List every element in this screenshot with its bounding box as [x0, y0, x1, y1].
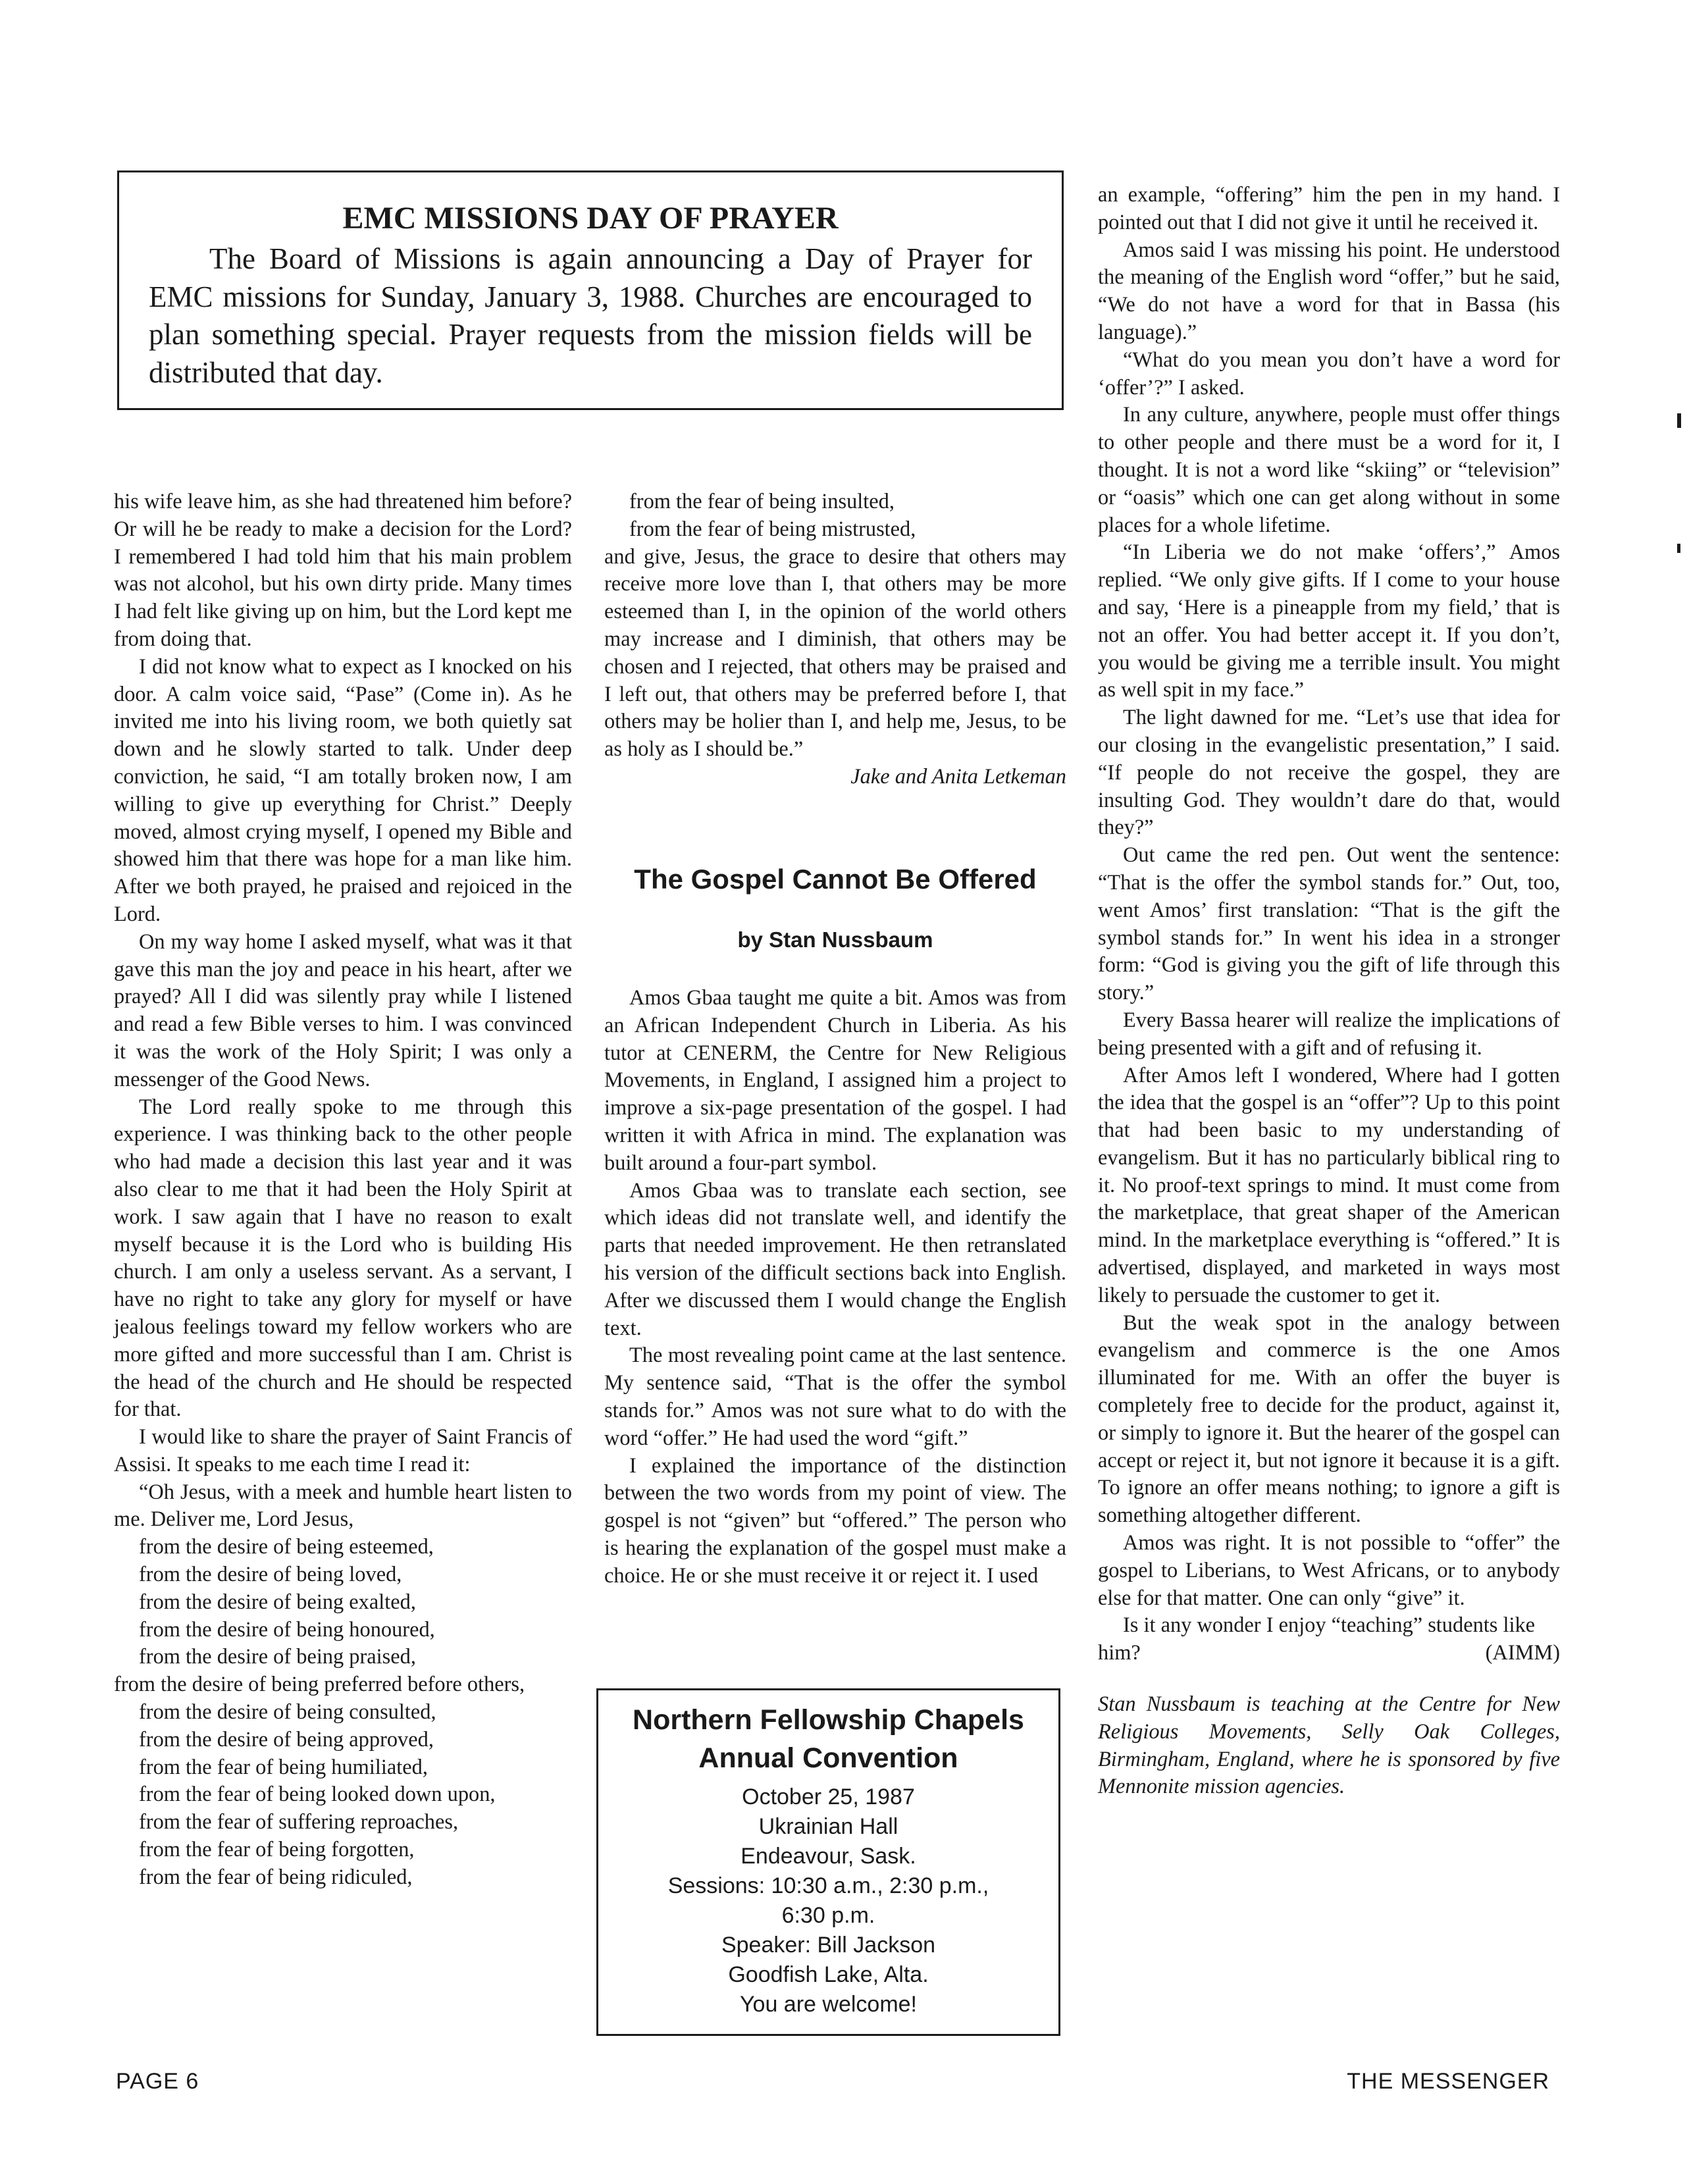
ad-line: Speaker: Bill Jackson: [721, 1933, 936, 1958]
paragraph: The light dawned for me. “Let’s use that idea for our closing in the evangelistic presentation,” I said. “If people do not receive the gospel, they are insulting God. They wouldn’t dare do that, would they?”: [1098, 706, 1560, 840]
ad-line: You are welcome!: [739, 1992, 917, 2017]
paragraph: The Lord really spoke to me through this experience. I was thinking back to the other people who had made a decision this last year and it was also clear to me that it had been the Holy Spirit at work. I saw again that I have no reason to exalt myself because it is the Lord who is building His church. I am only a useless servant. As a servant, I have no right to take any glory for myself or have jealous feelings toward my fellow workers who are more gifted and more successful than I am. Christ is the head of the church and He should be respected for that.: [114, 1095, 572, 1422]
paragraph: Amos was right. It is not possible to “offer” the gospel to Liberians, to West Africans, or to anybody else for that matter. One can only “give” it.: [1098, 1531, 1560, 1610]
paragraph: “In Liberia we do not make ‘offers’,” Amos replied. “We only give gifts. If I come to your house and say, ‘Here is a pineapple from my field,’ that is not an offer. You had better accept it. If you don’t, you would be giving me a terrible insult. You might as well spit in my face.”: [1098, 540, 1560, 702]
column-left: [114, 488, 572, 1892]
prayer-line: from the desire of being preferred before others,: [114, 1673, 525, 1697]
announcement-box: [117, 170, 1064, 410]
prayer-line: from the fear of being mistrusted,: [629, 517, 916, 541]
prayer-line: from the fear of suffering reproaches,: [139, 1810, 459, 1834]
article-byline: by Stan Nussbaum: [737, 927, 933, 952]
paragraph-text: Is it any wonder I enjoy “teaching” students like him?: [1098, 1613, 1536, 1665]
prayer-line: from the fear of being humiliated,: [139, 1755, 428, 1779]
prayer-line: from the desire of being esteemed,: [139, 1535, 434, 1559]
paragraph: Amos Gbaa was to translate each section, see which ideas did not translate well, and identify the parts that needed improvement. He then retranslated his version of the difficult sections back into English. After we discussed them I would change the English text.: [604, 1178, 1066, 1340]
paragraph: On my way home I asked myself, what was it that gave this man the joy and peace in his heart, after we prayed? All I did was silently pray while I listened and read a few Bible verses to him. I was convinced it was the work of the Holy Spirit; I was only a messenger of the Good News.: [114, 929, 572, 1091]
column-middle: [604, 488, 1066, 791]
ad-title: Northern Fellowship Chapels Annual Convention: [633, 1704, 1024, 1774]
prayer-line: from the fear of being looked down upon,: [139, 1782, 496, 1807]
ad-line: 6:30 p.m.: [781, 1903, 875, 1928]
prayer-ending: and give, Jesus, the grace to desire that others may receive more love than I, that others may be more esteemed than I, in the opinion of the world others may increase and I diminish, that others may be chosen and I rejected, that others may be praised and I left out, that others may be preferred before I, that others may be holier than I, and help me, Jesus, to be as holy as I should be.”: [604, 544, 1066, 762]
prayer-line: from the desire of being praised,: [139, 1645, 416, 1669]
article-title: The Gospel Cannot Be Offered: [634, 864, 1037, 895]
source-tag: (AIMM): [1485, 1641, 1560, 1665]
paragraph: Amos Gbaa taught me quite a bit. Amos was from an African Independent Church in Liberia. As his tutor at CENERM, the Centre for New Religious Movements, in England, I assigned him a project to improve a six-page presentation of the gospel. I had written it with Africa in mind. The explanation was built around a four-part symbol.: [604, 986, 1066, 1175]
paragraph: an example, “offering” him the pen in my hand. I pointed out that I did not give it until he received it.: [1098, 183, 1560, 234]
prayer-line: from the fear of being insulted,: [629, 490, 895, 513]
column-middle-article: [604, 985, 1066, 1590]
page-number: PAGE 6: [116, 2069, 199, 2094]
ad-line: Goodfish Lake, Alta.: [728, 1962, 929, 1987]
paragraph: I explained the importance of the distinction between the two words from my point of view. The gospel is not “given” but “offered.” The person who is hearing the explanation of the gospel must make a choice. He or she must receive it or reject it. I used: [604, 1453, 1066, 1588]
ad-line: October 25, 1987: [742, 1784, 915, 1809]
ad-line: Endeavour, Sask.: [741, 1844, 916, 1869]
prayer-line: from the desire of being loved,: [139, 1563, 402, 1587]
prayer-line: from the desire of being honoured,: [139, 1617, 435, 1642]
paragraph: Every Bassa hearer will realize the implications of being presented with a gift and of refusing it.: [1098, 1008, 1560, 1060]
paragraph: Amos said I was missing his point. He understood the meaning of the English word “offer,” but he said, “We do not have a word for that in Bassa (his language).”: [1098, 238, 1560, 344]
column-right: [1098, 182, 1560, 1801]
paragraph: “What do you mean you don’t have a word for ‘offer’?” I asked.: [1098, 348, 1560, 400]
prayer-line: from the desire of being approved,: [139, 1727, 434, 1752]
prayer-line: from the desire of being exalted,: [139, 1590, 416, 1614]
scan-edge-mark: [1677, 544, 1680, 553]
paragraph: In any culture, anywhere, people must offer things to other people and there must be a word for it, I thought. It is not a word like “skiing” or “television” or “oasis” which one can get along without in some places for a whole lifetime.: [1098, 403, 1560, 537]
author-bio: Stan Nussbaum is teaching at the Centre for New Religious Movements, Selly Oak Colleges, Birmingham, England, where he is sponsored by five Mennonite mission agencies.: [1098, 1692, 1560, 1799]
paragraph: I would like to share the prayer of Saint Francis of Assisi. It speaks to me each time I read it:: [114, 1425, 572, 1476]
convention-ad-box: [596, 1688, 1060, 2036]
scan-edge-mark: [1677, 413, 1681, 428]
paragraph: But the weak spot in the analogy between evangelism and commerce is the one Amos illuminated for me. With an offer the buyer is completely free to decide for the product, against it, or simply to ignore it. But the hearer of the gospel can accept or reject it, but not ignore it because it is a gift. To ignore an offer means nothing; to ignore a gift is something altogether different.: [1098, 1311, 1560, 1528]
prayer-line: from the fear of being ridiculed,: [139, 1865, 413, 1889]
prayer-line: from the fear of being forgotten,: [139, 1838, 415, 1862]
paragraph: After Amos left I wondered, Where had I gotten the idea that the gospel is an “offer”? Up to this point that had been basic to my understanding of evangelism. But it has no particularly biblical ring to it. No proof-text springs to mind. It must come from the marketplace, that great shaper of the American mind. In the marketplace everything is “offered.” It is advertised, displayed, and marketed in ways most likely to persuade the customer to get it.: [1098, 1063, 1560, 1307]
paragraph: I did not know what to expect as I knocked on his door. A calm voice said, “Pase” (Come in). As he invited me into his living room, we both quietly sat down and he slowly started to talk. Under deep conviction, he said, “I am totally broken now, I am willing to give up everything for Christ.” Deeply moved, almost crying myself, I opened my Bible and showed him that there was hope for a man like him. After we both prayed, he praised and rejoiced in the Lord.: [114, 654, 572, 926]
paragraph: Out came the red pen. Out went the sentence: “That is the offer the symbol stands for.” Out, too, went Amos’ first translation: “That is the gift the symbol stands for.” In went his idea in a stronger form: “God is giving you the gift of life through this story.”: [1098, 843, 1560, 1005]
signature: Jake and Anita Letkeman: [850, 764, 1066, 789]
ad-line: Sessions: 10:30 a.m., 2:30 p.m.,: [667, 1873, 989, 1898]
paragraph: The most revealing point came at the last sentence. My sentence said, “That is the offer the symbol stands for.” Amos was not sure what to do with the word “offer.” He had used the word “gift.”: [604, 1343, 1066, 1450]
prayer-line: from the desire of being consulted,: [139, 1700, 436, 1725]
paragraph: [1098, 1612, 1560, 1667]
announcement-body: The Board of Missions is again announcing a Day of Prayer for EMC missions for Sunday, January 3, 1988. Churches are encouraged to plan something special. Prayer requests from the mission fields will be distributed that day.: [149, 242, 1032, 389]
ad-line: Ukrainian Hall: [758, 1814, 898, 1839]
paragraph: “Oh Jesus, with a meek and humble heart listen to me. Deliver me, Lord Jesus,: [114, 1480, 572, 1532]
publication-name: THE MESSENGER: [1347, 2069, 1549, 2094]
announcement-heading: EMC MISSIONS DAY OF PRAYER: [342, 201, 839, 236]
paragraph: his wife leave him, as she had threatened him before? Or will he be ready to make a decision for the Lord? I remembered I had told him that his main problem was not alcohol, but his own dirty pride. Many times I had felt like giving up on him, but the Lord kept me from doing that.: [114, 490, 572, 651]
